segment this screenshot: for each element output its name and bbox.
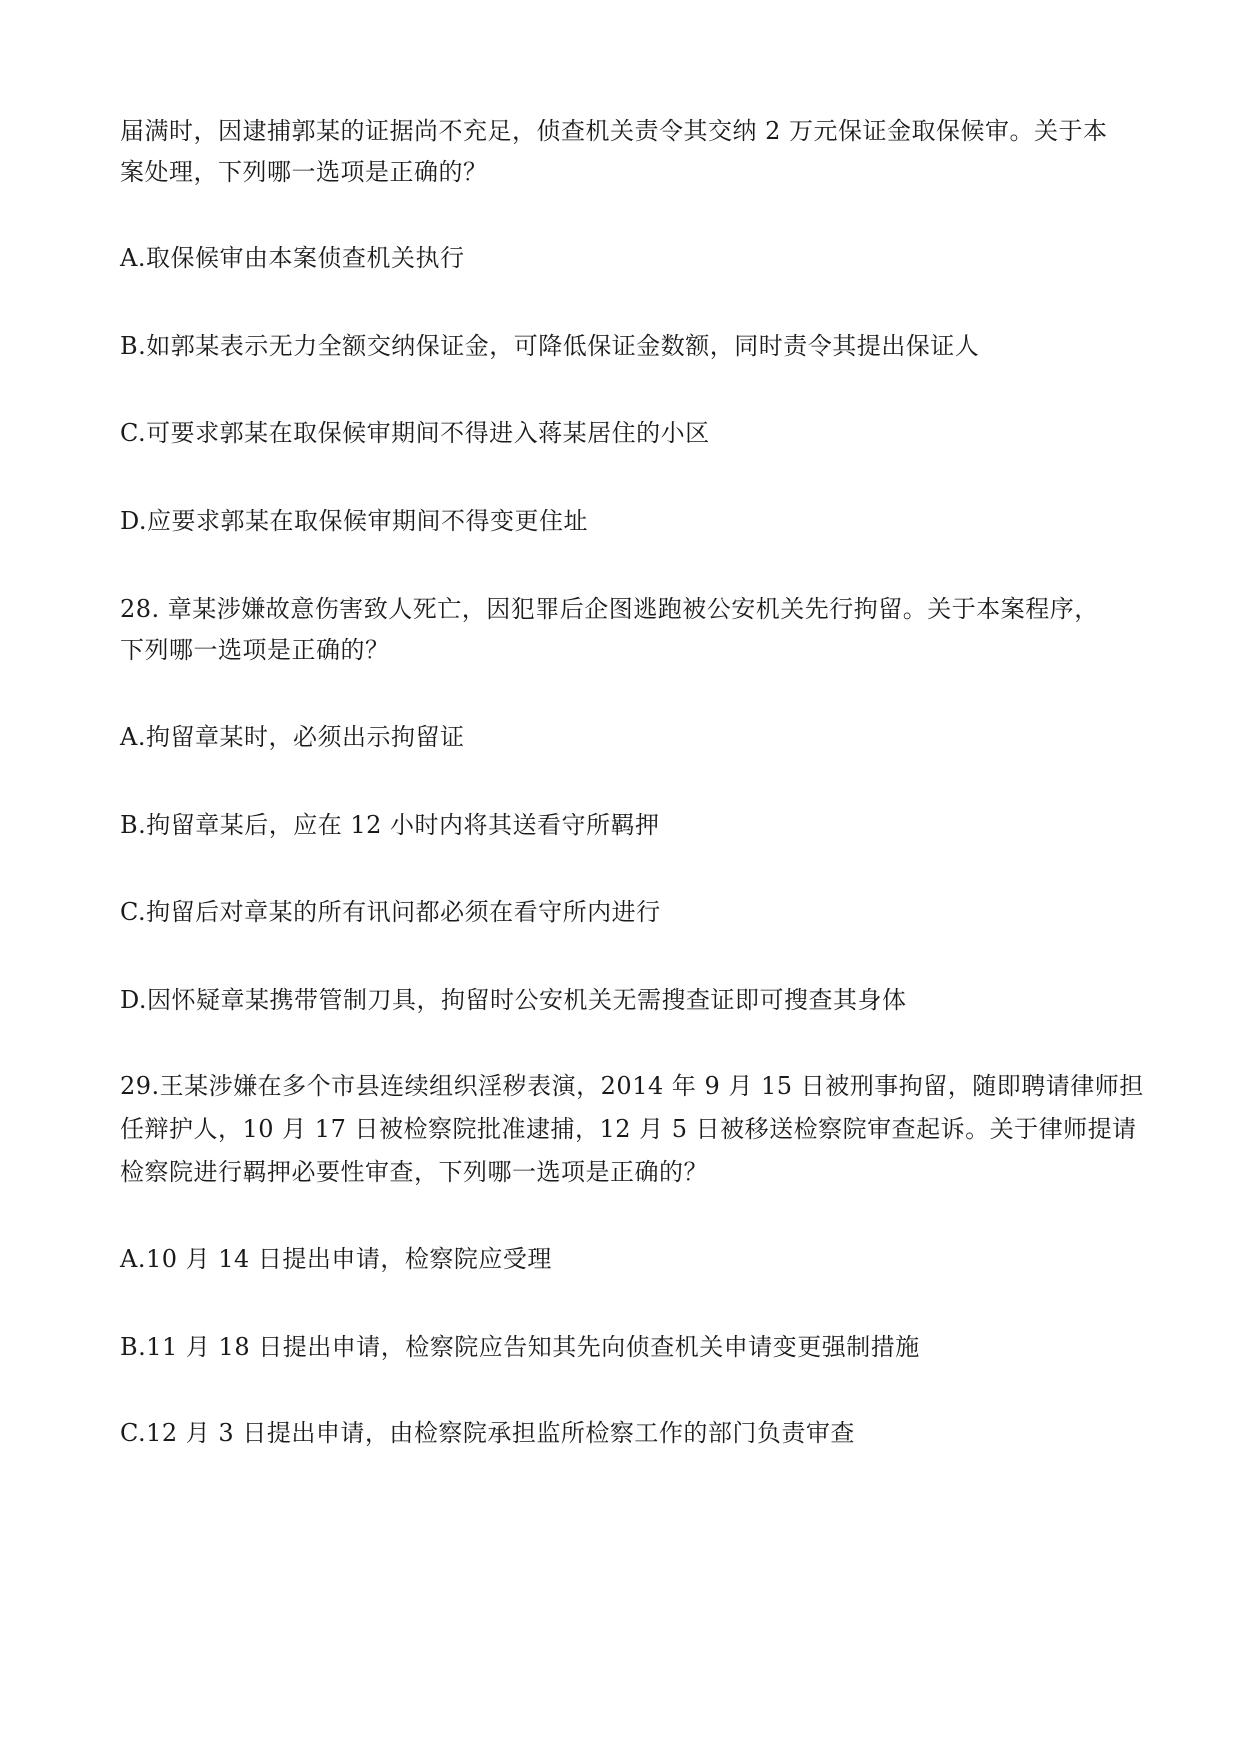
q27-option-a: A.取保候审由本案侦查机关执行	[120, 244, 465, 272]
q28-stem-line-2: 下列哪一选项是正确的？	[120, 636, 390, 664]
q27-option-b: B.如郭某表示无力全额交纳保证金，可降低保证金数额，同时责令其提出保证人	[120, 332, 980, 360]
q28-option-c: C.拘留后对章某的所有讯问都必须在看守所内进行	[120, 898, 661, 926]
q28-stem-line-1: 28. 章某涉嫌故意伤害致人死亡，因犯罪后企图逃跑被公安机关先行拘留。关于本案程序，	[120, 595, 1099, 623]
q28-option-b: B.拘留章某后，应在 12 小时内将其送看守所羁押	[120, 811, 660, 839]
q29-option-b: B.11 月 18 日提出申请，检察院应告知其先向侦查机关申请变更强制措施	[120, 1333, 920, 1361]
q29-option-a: A.10 月 14 日提出申请，检察院应受理	[120, 1245, 552, 1273]
q29-option-c: C.12 月 3 日提出申请，由检察院承担监所检察工作的部门负责审查	[120, 1419, 855, 1447]
q29-stem-line-2: 任辩护人，10 月 17 日被检察院批准逮捕，12 月 5 日被移送检察院审查起诉。关于律师提请	[120, 1115, 1137, 1143]
q27-option-d: D.应要求郭某在取保候审期间不得变更住址	[120, 507, 589, 535]
q29-stem-line-3: 检察院进行羁押必要性审查，下列哪一选项是正确的？	[120, 1158, 708, 1186]
q27-option-c: C.可要求郭某在取保候审期间不得进入蒋某居住的小区	[120, 419, 710, 447]
q27-stem-line-1: 届满时，因逮捕郭某的证据尚不充足，侦查机关责令其交纳 2 万元保证金取保候审。关于本	[120, 117, 1108, 145]
q28-option-d: D.因怀疑章某携带管制刀具，拘留时公安机关无需搜查证即可搜查其身体	[120, 986, 907, 1014]
q27-stem-line-2: 案处理，下列哪一选项是正确的？	[120, 158, 488, 186]
q28-option-a: A.拘留章某时，必须出示拘留证	[120, 723, 465, 751]
q29-stem-line-1: 29.王某涉嫌在多个市县连续组织淫秽表演，2014 年 9 月 15 日被刑事拘留，随即聘请律师担	[120, 1072, 1144, 1100]
